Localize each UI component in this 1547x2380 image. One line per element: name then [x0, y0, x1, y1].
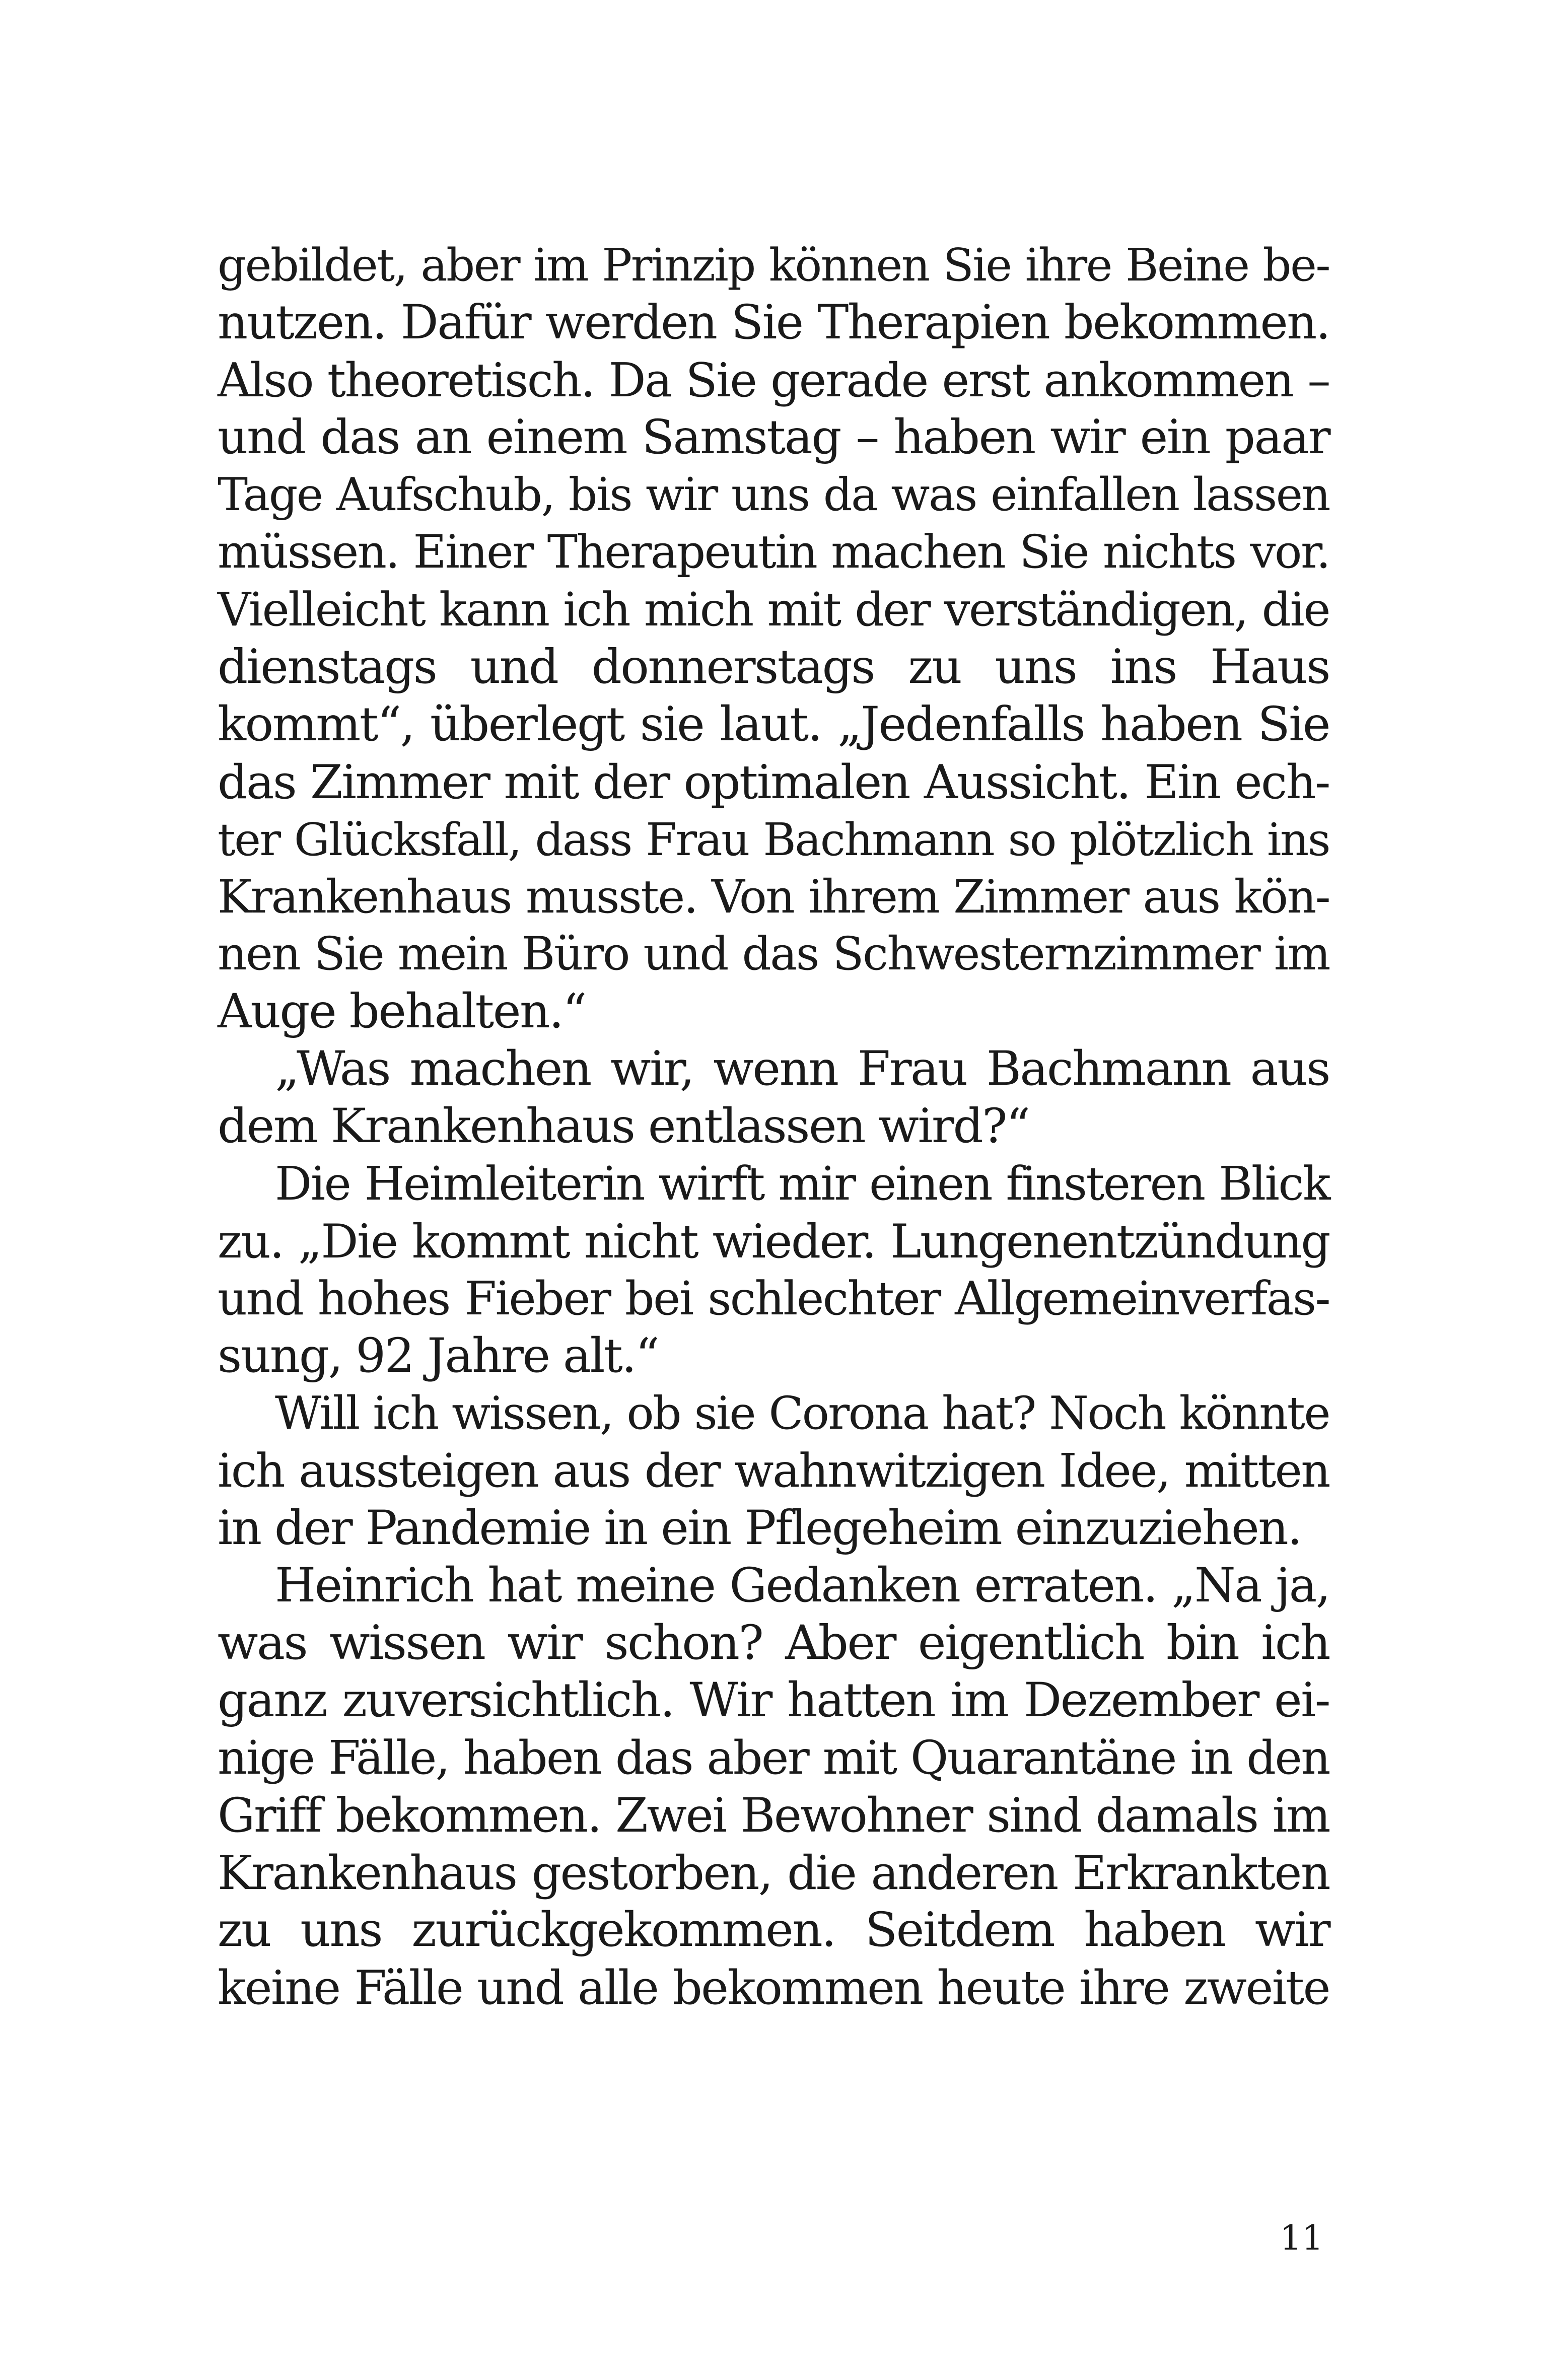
text-line: was wissen wir schon? Aber eigentlich bin ich [218, 1616, 1329, 1670]
text-line: ich aussteigen aus der wahnwitzigen Idee, mitten [218, 1444, 1329, 1498]
text-line: nen Sie mein Büro und das Schwesternzimmer im [218, 928, 1329, 981]
text-line: Will ich wissen, ob sie Corona hat? Noch könnte [275, 1387, 1329, 1440]
text-line: Die Heimleiterin wirft mir einen finsteren Blick [275, 1157, 1329, 1211]
text-line: keine Fälle und alle bekommen heute ihre zweite [218, 1961, 1329, 2015]
text-line: das Zimmer mit der optimalen Aussicht. Ein ech- [218, 755, 1329, 809]
text-line: zu uns zurückgekommen. Seitdem haben wir [218, 1903, 1329, 1957]
text-line: zu. „Die kommt nicht wieder. Lungenentzündung [218, 1214, 1329, 1269]
text-line: ter Glücksfall, dass Frau Bachmann so plötzlich ins [218, 813, 1329, 866]
text-line: Also theoretisch. Da Sie gerade erst ankommen – [218, 353, 1329, 407]
page-number: 11 [1280, 2218, 1323, 2258]
text-line: dem Krankenhaus entlassen wird?“ [218, 1099, 1029, 1154]
text-line: „Was machen wir, wenn Frau Bachmann aus [275, 1041, 1329, 1096]
text-line: müssen. Einer Therapeutin machen Sie nichts vor. [218, 526, 1329, 579]
text-line: nutzen. Dafür werden Sie Therapien bekommen. [218, 295, 1329, 350]
text-line: Krankenhaus gestorben, die anderen Erkrankten [218, 1846, 1329, 1900]
text-line: Auge behalten.“ [218, 984, 586, 1039]
text-line: nige Fälle, haben das aber mit Quarantäne in den [218, 1731, 1329, 1785]
text-line: dienstags und donnerstags zu uns ins Haus [218, 640, 1329, 694]
text-line: Heinrich hat meine Gedanken erraten. „Na ja, [275, 1558, 1329, 1613]
text-line: in der Pandemie in ein Pflegeheim einzuziehen. [218, 1501, 1301, 1556]
text-line: kommt“, überlegt sie laut. „Jedenfalls haben Sie [218, 697, 1329, 752]
text-line: gebildet, aber im Prinzip können Sie ihre Beine be- [218, 239, 1329, 292]
text-line: sung, 92 Jahre alt.“ [218, 1328, 659, 1383]
text-line: Vielleicht kann ich mich mit der verständigen, die [218, 583, 1329, 637]
text-line: ganz zuversichtlich. Wir hatten im Dezember ei- [218, 1673, 1329, 1728]
text-line: und das an einem Samstag – haben wir ein paar [218, 410, 1329, 465]
text-line: Krankenhaus musste. Von ihrem Zimmer aus kön- [218, 870, 1329, 924]
text-line: und hohes Fieber bei schlechter Allgemeinverfas- [218, 1272, 1329, 1325]
body-text [218, 237, 1329, 2016]
text-line: Tage Aufschub, bis wir uns da was einfallen lassen [218, 468, 1329, 521]
text-line: Griff bekommen. Zwei Bewohner sind damals im [218, 1788, 1329, 1843]
